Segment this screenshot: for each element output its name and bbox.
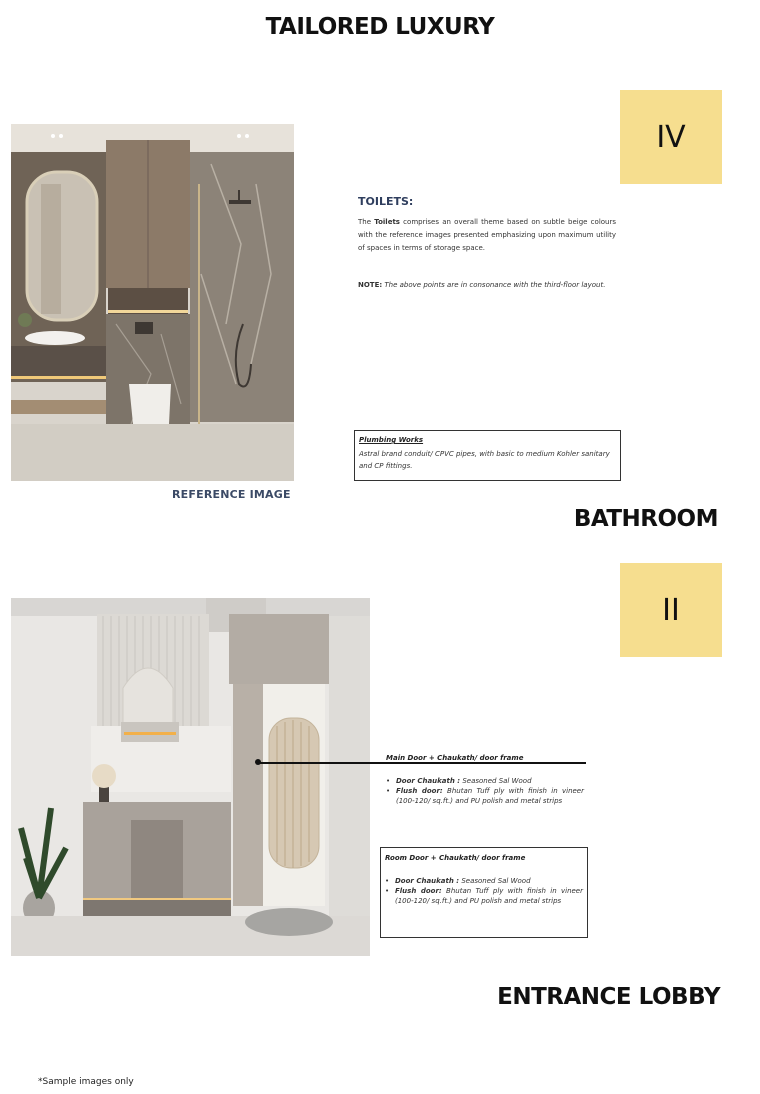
sample-images-footnote: *Sample images only [38, 1077, 134, 1087]
layout-note [358, 281, 628, 289]
toilets-body-bold: Toilets [374, 218, 400, 226]
toilets-description [358, 216, 616, 255]
list-item [386, 776, 584, 786]
section-number-badge-ii: II [620, 563, 722, 657]
list-item [385, 876, 583, 886]
toilets-body-rest: comprises an overall theme based on subtle beige colours with the reference images presented emphasizing upon maximum utility of spaces in terms of storage space. [358, 218, 617, 252]
main-door-heading: Main Door + Chaukath/ door frame [386, 754, 524, 762]
spec-label: Flush door: [396, 787, 443, 795]
plumbing-works-box [354, 430, 621, 481]
callout-pointer-line [258, 762, 586, 764]
list-item [386, 786, 584, 806]
page-title: TAILORED LUXURY [265, 14, 495, 40]
spec-label: Door Chaukath : [396, 777, 461, 785]
note-label: NOTE: [358, 281, 383, 289]
room-door-spec-box [380, 847, 588, 938]
list-item [385, 886, 583, 906]
section-number-badge-iv: IV [620, 90, 722, 184]
plumbing-works-text: Astral brand conduit/ CPVC pipes, with basic to medium Kohler sanitary and CP fittings. [359, 450, 610, 470]
spec-text: Bhutan Tuff ply with finish in vineer (100-120/ sq.ft.) and PU polish and metal strips [395, 887, 583, 905]
room-door-heading: Room Door + Chaukath/ door frame [385, 854, 526, 862]
room-door-spec-list [385, 876, 583, 906]
entrance-lobby-image [11, 598, 370, 956]
spec-text: Seasoned Sal Wood [460, 777, 532, 785]
spec-label: Flush door: [395, 887, 442, 895]
spec-text: Bhutan Tuff ply with finish in vineer (100-120/ sq.ft.) and PU polish and metal strips [396, 787, 584, 805]
note-text: The above points are in consonance with the third-floor layout. [382, 281, 606, 289]
toilets-body-prefix: The [358, 218, 375, 226]
plumbing-works-heading: Plumbing Works [359, 436, 424, 444]
entrance-lobby-section-title: ENTRANCE LOBBY [497, 984, 720, 1010]
bathroom-section-title: BATHROOM [573, 506, 718, 532]
spec-text: Seasoned Sal Wood [459, 877, 531, 885]
bathroom-reference-image [11, 124, 294, 481]
main-door-spec-list [386, 776, 584, 806]
toilets-heading: TOILETS: [358, 195, 414, 208]
reference-image-caption: REFERENCE IMAGE [172, 488, 291, 501]
spec-label: Door Chaukath : [395, 877, 460, 885]
